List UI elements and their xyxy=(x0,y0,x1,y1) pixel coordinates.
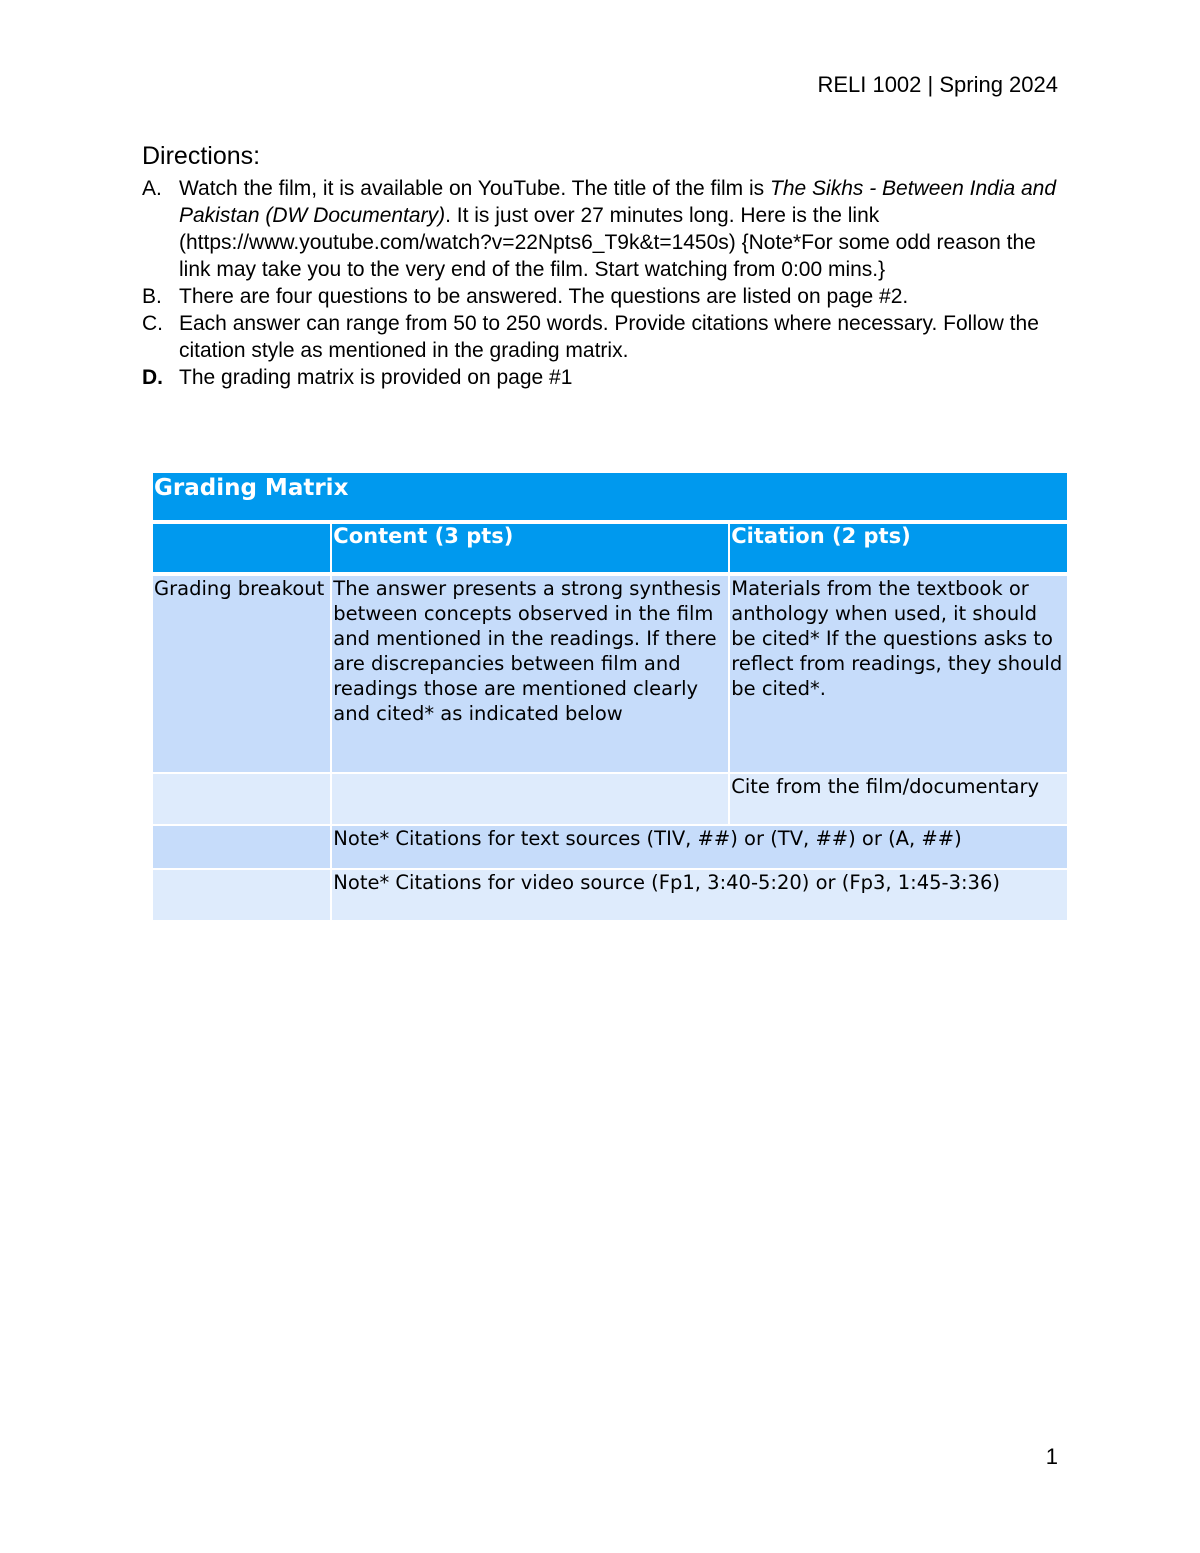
direction-text-part: Watch the film, it is available on YouTube. The title of the film is xyxy=(179,177,771,200)
direction-text: The grading matrix is provided on page #1 xyxy=(179,366,573,389)
citation-criteria: Materials from the textbook or anthology when used, it should be cited* If the questions asks to reflect from readings, they should be cited*. xyxy=(729,573,1068,773)
direction-text: There are four questions to be answered. The questions are listed on page #2. xyxy=(179,285,909,308)
table-row xyxy=(152,773,1068,825)
empty-cell xyxy=(152,825,331,869)
note-video-source: Note* Citations for video source (Fp1, 3:40-5:20) or (Fp3, 1:45-3:36) xyxy=(331,869,1068,921)
row-label: Grading breakout xyxy=(152,573,331,773)
empty-cell xyxy=(331,773,729,825)
direction-letter: D. xyxy=(142,366,163,389)
table-title: Grading Matrix xyxy=(152,472,1068,521)
content-criteria: The answer presents a strong synthesis between concepts observed in the film and mentioned in the readings. If there are discrepancies between film and readings those are mentioned clearly and cited* as indicated below xyxy=(331,573,729,773)
header-cell-empty xyxy=(152,521,331,573)
direction-item-d xyxy=(142,364,1062,391)
grading-matrix-table xyxy=(152,472,1068,921)
directions-list xyxy=(142,175,1062,391)
direction-item-a xyxy=(142,175,1062,283)
table-row xyxy=(152,573,1068,773)
table-title-row xyxy=(152,472,1068,521)
course-header: RELI 1002 | Spring 2024 xyxy=(817,72,1058,97)
empty-cell xyxy=(152,869,331,921)
direction-text: Each answer can range from 50 to 250 words. Provide citations where necessary. Follow the citation style as mentioned in the grading matrix. xyxy=(179,312,1039,362)
table-header-row xyxy=(152,521,1068,573)
header-cell-citation: Citation (2 pts) xyxy=(729,521,1068,573)
cite-film-cell: Cite from the film/documentary xyxy=(729,773,1068,825)
direction-text-part: . It is just over 27 minutes long. Here is the link (https://www.youtube.com/watch?v=22Npts6_T9k&t=1450s) {Note*For some odd reason the link may take you to the very end of the film. Start watching from 0:00 mins.} xyxy=(179,204,1036,281)
direction-item-b xyxy=(142,283,1062,310)
table-row xyxy=(152,825,1068,869)
empty-cell xyxy=(152,773,331,825)
table-row xyxy=(152,869,1068,921)
film-title: The Sikhs - Between India and Pakistan (DW Documentary) xyxy=(179,177,1057,227)
direction-item-c xyxy=(142,310,1062,364)
direction-letter: A. xyxy=(142,177,162,200)
direction-text xyxy=(179,175,1062,283)
direction-letter: B. xyxy=(142,285,162,308)
note-text-sources: Note* Citations for text sources (TIV, ##) or (TV, ##) or (A, ##) xyxy=(331,825,1068,869)
direction-letter: C. xyxy=(142,312,163,335)
directions-title: Directions: xyxy=(142,142,261,170)
header-cell-content: Content (3 pts) xyxy=(331,521,729,573)
directions-section xyxy=(142,142,1062,391)
page-number: 1 xyxy=(1045,1444,1058,1469)
